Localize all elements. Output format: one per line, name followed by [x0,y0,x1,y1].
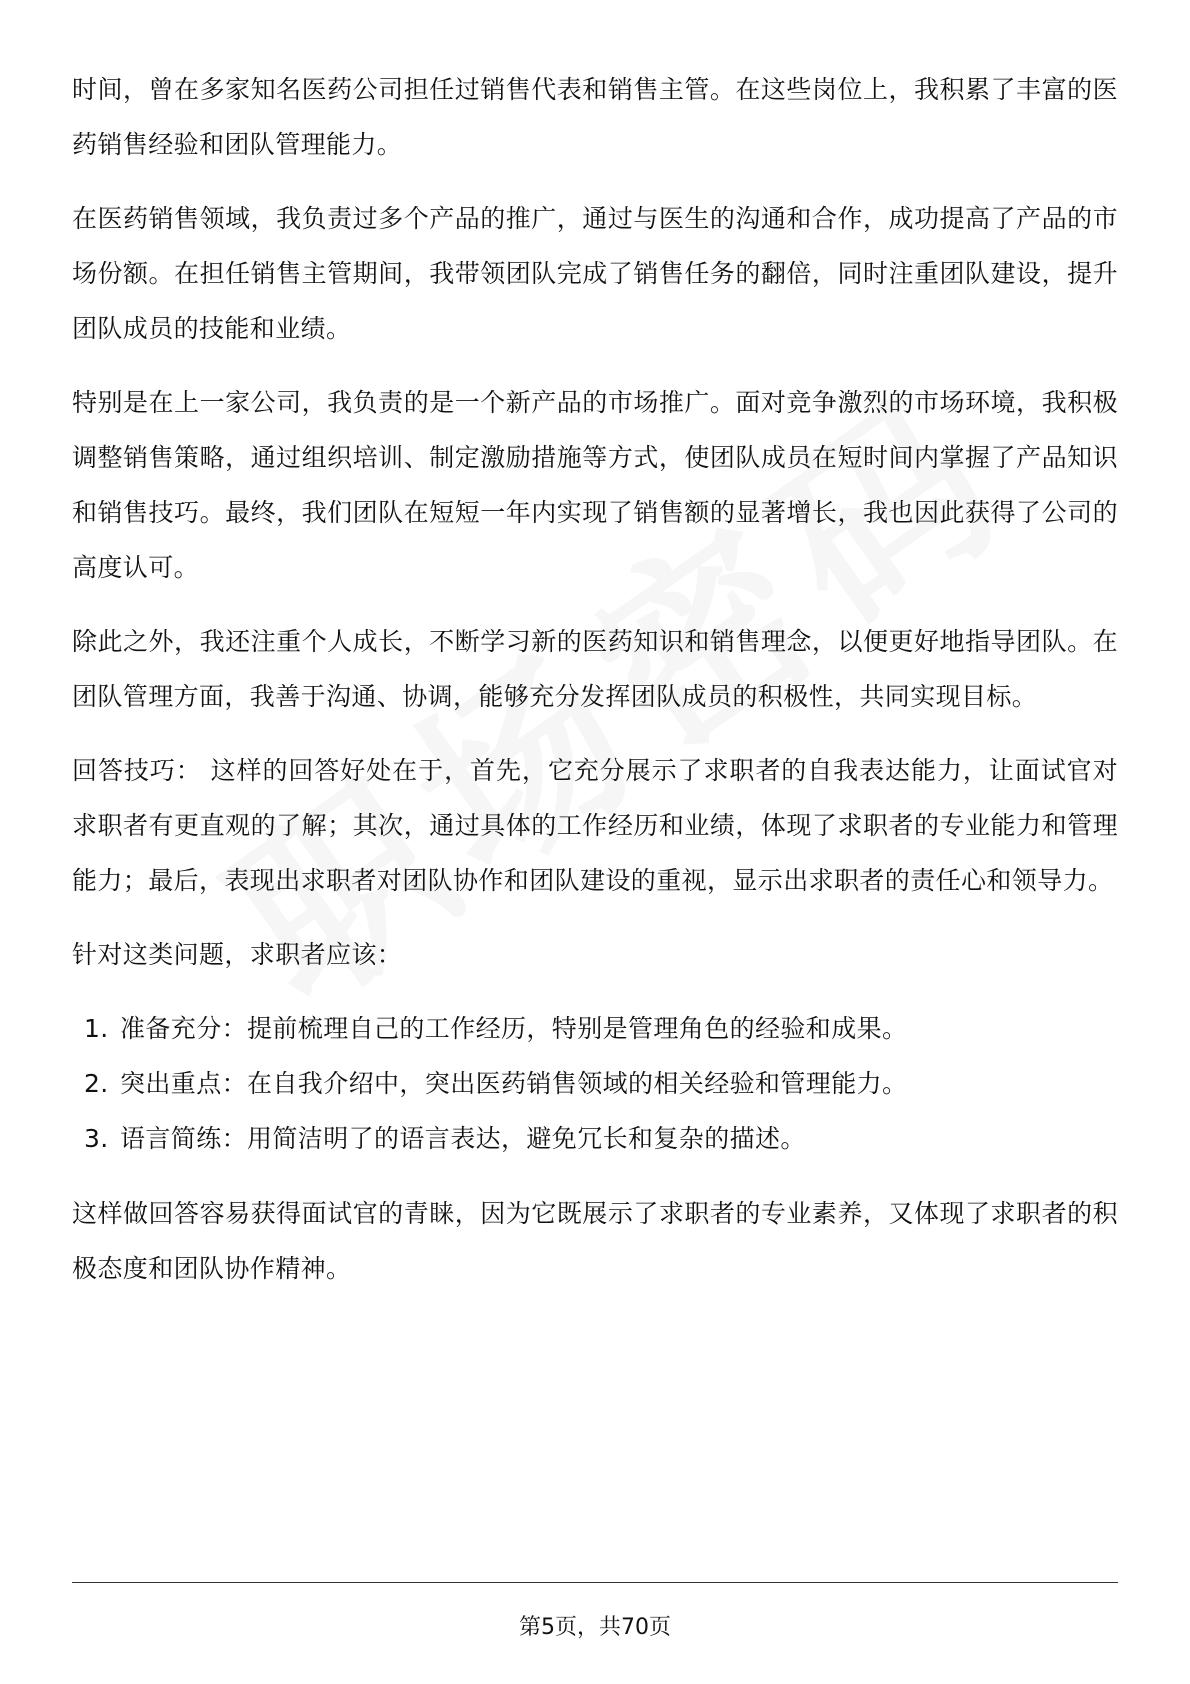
paragraph-closing: 这样做回答容易获得面试官的青睐，因为它既展示了求职者的专业素养，又体现了求职者的积极态度和团队协作精神。 [72,1199,1118,1283]
page-number: 第5页，共70页 [519,1615,671,1640]
paragraph-1: 时间，曾在多家知名医药公司担任过销售代表和销售主管。在这些岗位上，我积累了丰富的医药销售经验和团队管理能力。 [72,75,1118,159]
document-body [72,62,1118,1315]
list-item [84,1001,1118,1056]
list-item-text: 语言简练：用简洁明了的语言表达，避免冗长和复杂的描述。 [120,1124,806,1153]
list-item-text: 突出重点：在自我介绍中，突出医药销售领域的相关经验和管理能力。 [120,1069,908,1098]
paragraph-list-intro: 针对这类问题，求职者应该： [72,940,403,969]
paragraph-4: 除此之外，我还注重个人成长，不断学习新的医药知识和销售理念，以便更好地指导团队。在团队管理方面，我善于沟通、协调，能够充分发挥团队成员的积极性，共同实现目标。 [72,627,1118,711]
list-item-number: 1. [84,1014,109,1043]
paragraph-answer-tips: 回答技巧： 这样的回答好处在于，首先，它充分展示了求职者的自我表达能力，让面试官对求职者有更直观的了解；其次，通过具体的工作经历和业绩，体现了求职者的专业能力和管理能力；最后，表现出求职者对团队协作和团队建设的重视，显示出求职者的责任心和领导力。 [72,756,1118,895]
numbered-list [72,1001,1118,1166]
footer-divider [72,1582,1118,1583]
list-item-text: 准备充分：提前梳理自己的工作经历，特别是管理角色的经验和成果。 [120,1014,908,1043]
paragraph-3: 特别是在上一家公司，我负责的是一个新产品的市场推广。面对竞争激烈的市场环境，我积极调整销售策略，通过组织培训、制定激励措施等方式，使团队成员在短时间内掌握了产品知识和销售技巧。最终，我们团队在短短一年内实现了销售额的显著增长，我也因此获得了公司的高度认可。 [72,388,1118,582]
list-item-number: 2. [84,1069,109,1098]
list-item-number: 3. [84,1124,109,1153]
list-item [84,1111,1118,1166]
paragraph-2: 在医药销售领域，我负责过多个产品的推广，通过与医生的沟通和合作，成功提高了产品的市场份额。在担任销售主管期间，我带领团队完成了销售任务的翻倍，同时注重团队建设，提升团队成员的技能和业绩。 [72,204,1118,343]
list-item [84,1056,1118,1111]
